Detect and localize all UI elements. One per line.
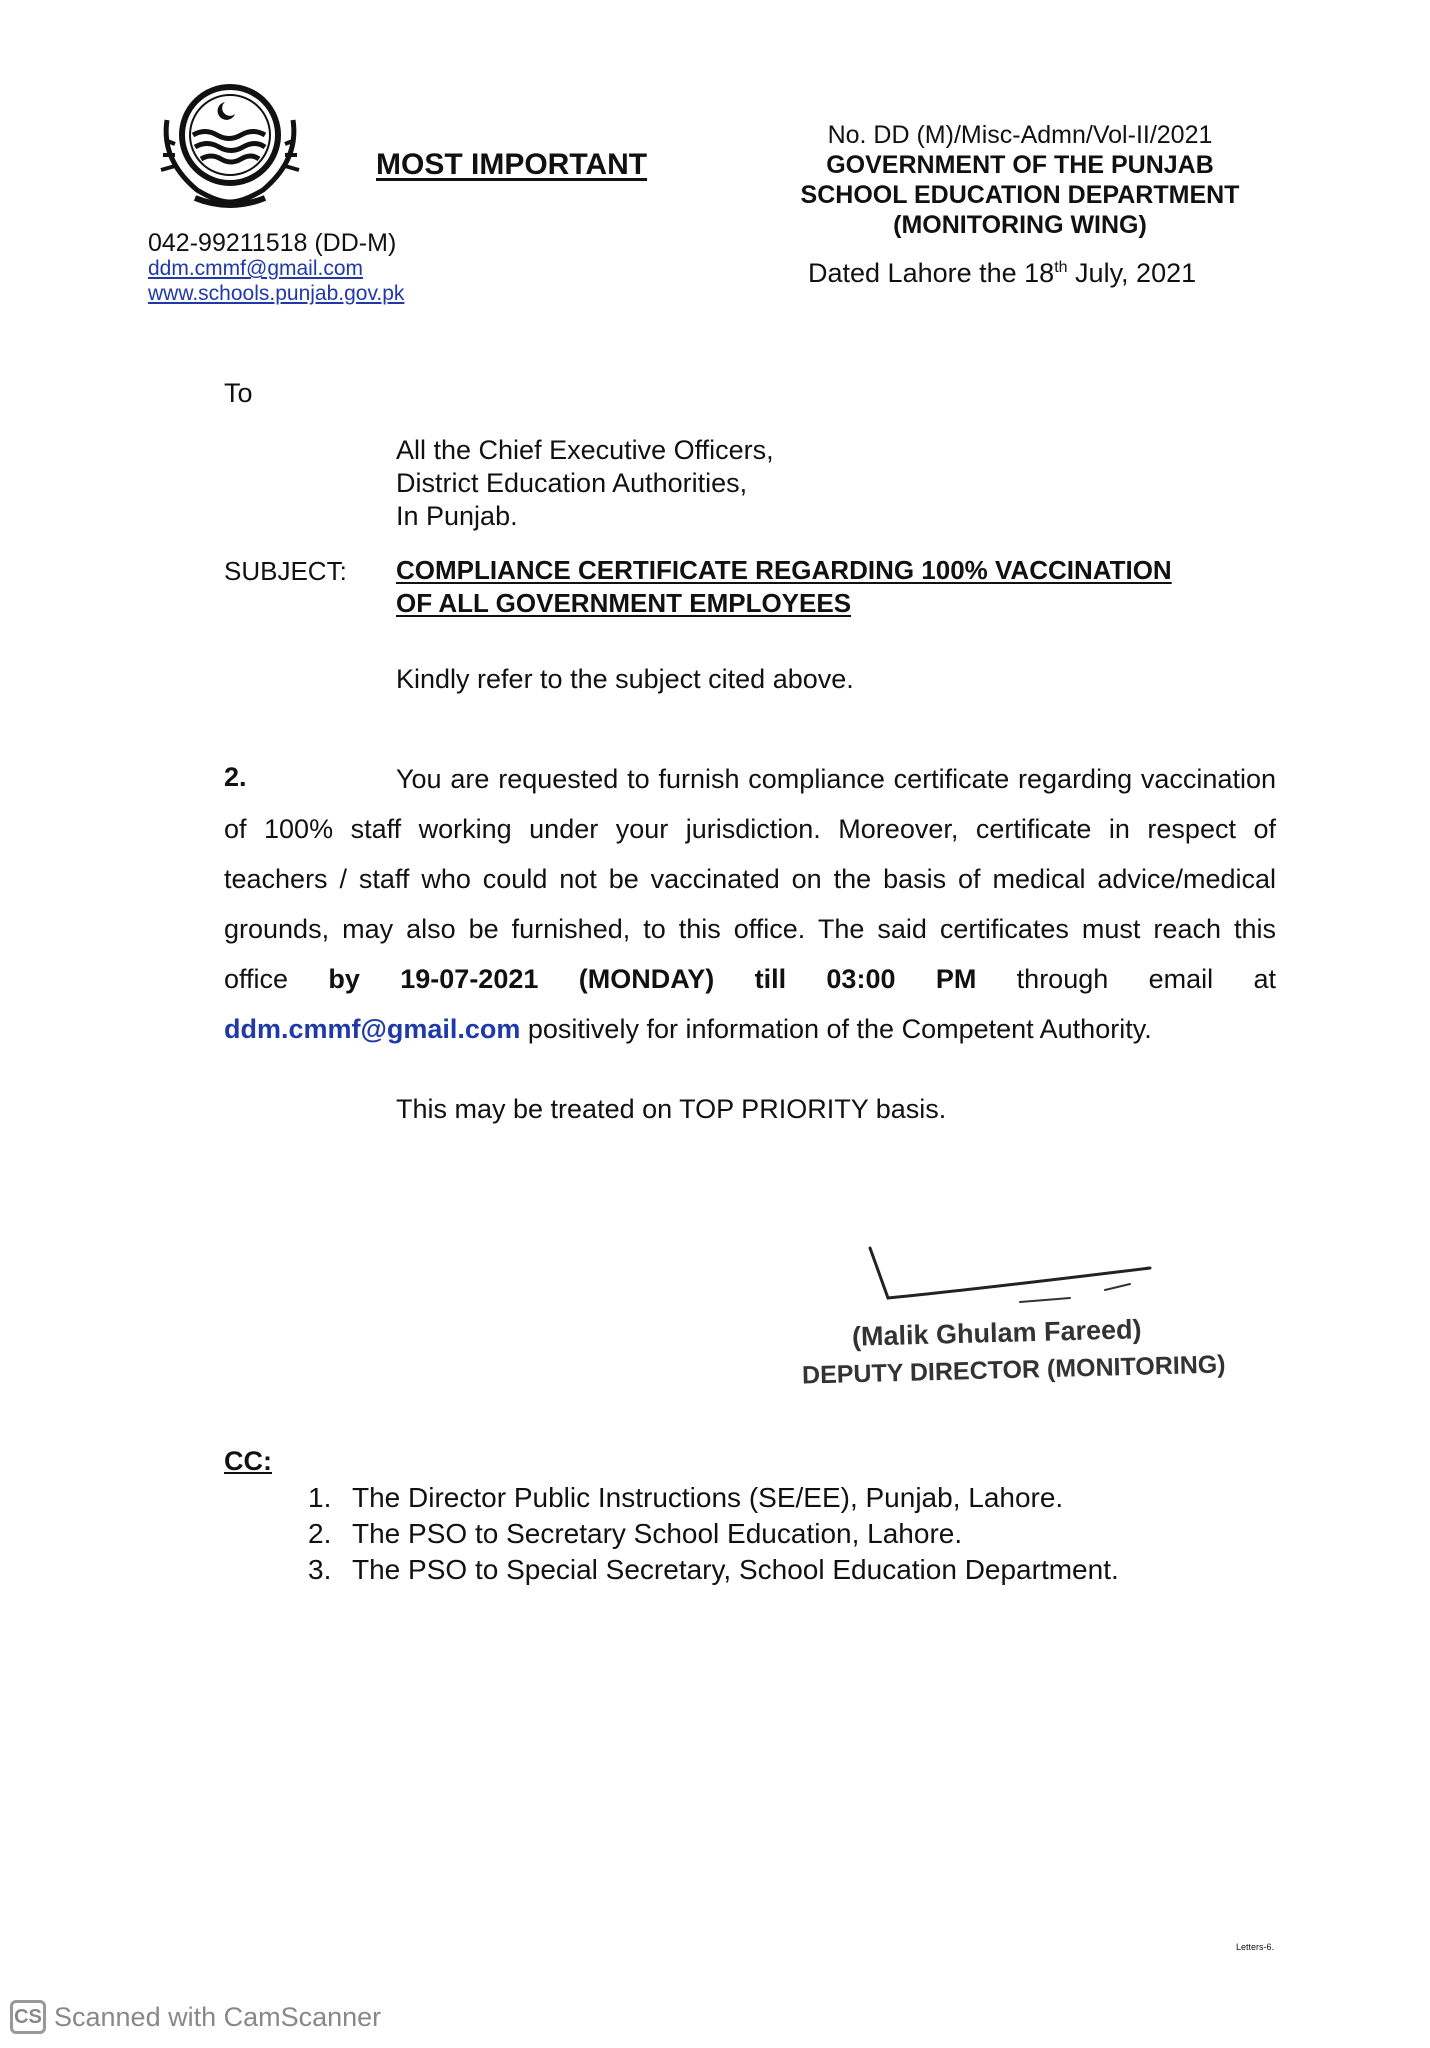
org-line-government: GOVERNMENT OF THE PUNJAB	[826, 151, 1214, 179]
addressee-line: District Education Authorities,	[396, 468, 748, 498]
to-label: To	[224, 378, 253, 408]
priority-note: This may be treated on TOP PRIORITY basis.	[396, 1094, 947, 1124]
email-link[interactable]: ddm.cmmf@gmail.com	[148, 257, 364, 280]
phone-number: 042-99211518 (DD-M)	[148, 229, 397, 257]
paragraph-number: 2.	[224, 762, 247, 792]
reference-sentence: Kindly refer to the subject cited above.	[396, 664, 854, 694]
addressee-line: All the Chief Executive Officers,	[396, 435, 774, 465]
letterhead	[760, 120, 1280, 240]
reference-number: No. DD (M)/Misc-Admn/Vol-II/2021	[827, 121, 1213, 149]
contact-block	[148, 230, 404, 306]
camscanner-icon: CS	[10, 2000, 46, 2034]
signatory-title: DEPUTY DIRECTOR (MONITORING)	[801, 1350, 1226, 1390]
addressee-line: In Punjab.	[396, 501, 518, 531]
addressee-block	[396, 434, 774, 533]
camscanner-watermark	[10, 1998, 381, 2036]
cc-list	[308, 1480, 1119, 1588]
letters-mark: Letters-6.	[1236, 1942, 1275, 1952]
signatory-name: (Malik Ghulam Fareed)	[851, 1314, 1142, 1352]
subject-text: COMPLIANCE CERTIFICATE REGARDING 100% VACCINATION OF ALL GOVERNMENT EMPLOYEES	[396, 555, 1172, 618]
subject-label: SUBJECT:	[224, 556, 347, 586]
website-link[interactable]: www.schools.punjab.gov.pk	[148, 282, 405, 305]
most-important-label: MOST IMPORTANT	[376, 148, 648, 181]
paragraph-email: ddm.cmmf@gmail.com	[224, 1014, 521, 1044]
cc-label: CC:	[224, 1446, 272, 1476]
org-line-wing: (MONITORING WING)	[893, 211, 1147, 239]
list-item: 3. The PSO to Special Secretary, School Education Department.	[308, 1554, 1119, 1585]
handwritten-signature	[770, 1240, 1220, 1320]
date-line: Dated Lahore the 18th July, 2021	[808, 258, 1197, 288]
list-item: 2. The PSO to Secretary School Education, Lahore.	[308, 1518, 963, 1549]
org-line-department: SCHOOL EDUCATION DEPARTMENT	[800, 181, 1240, 209]
list-item: 1. The Director Public Instructions (SE/EE), Punjab, Lahore.	[308, 1482, 1064, 1513]
paragraph-2: You are requested to furnish compliance certificate regarding vaccination of 100% staff working under your jurisdiction. Moreover, certificate in respect of teachers / staff who could not be vaccinated on the basis of medical advice/medical grounds, may also be furnished, to this office. The said certificates must reach this office by 19-07-2021 (MONDAY) till 03:00 PM through email at ddm.cmmf@gmail.com positively for information of the Competent Authority.	[224, 764, 1276, 1044]
camscanner-text: Scanned with CamScanner	[54, 2001, 382, 2032]
punjab-government-seal	[155, 80, 305, 215]
